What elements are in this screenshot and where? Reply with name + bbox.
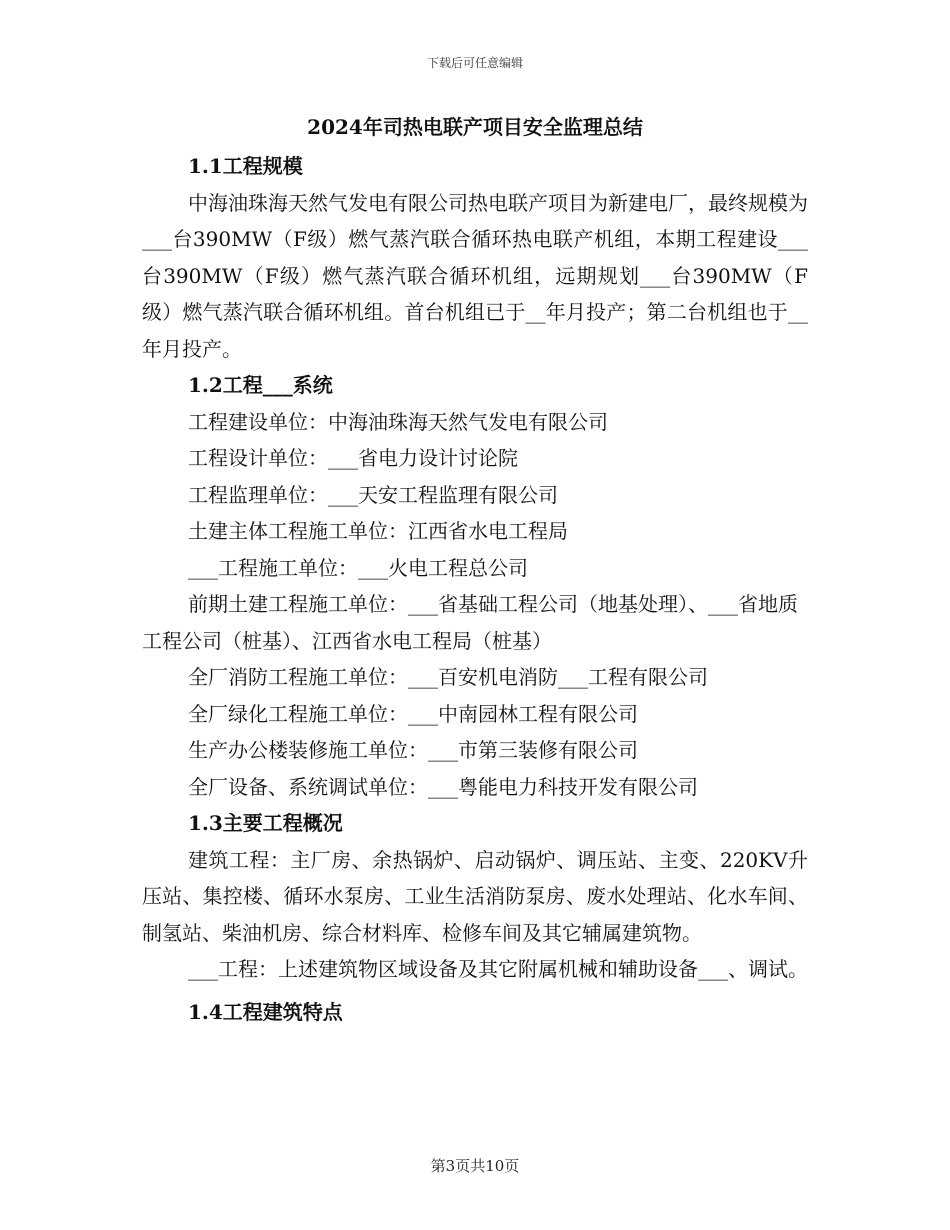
section-1-1-paragraph: 中海油珠海天然气发电有限公司热电联产项目为新建电厂，最终规模为___台390MW（F级）燃气蒸汽联合循环热电联产机组，本期工程建设___台390MW（F级）燃气蒸汽联合循环机组，远期规划___台390MW（F级）燃气蒸汽联合循环机组。首台机组已于__年月投产；第二台机组也于__年月投产。 [142, 190, 808, 361]
list-item: 工程监理单位：___天安工程监理有限公司 [188, 482, 558, 507]
list-item: 工程设计单位：___省电力设计讨论院 [188, 446, 518, 470]
list-item: 前期土建工程施工单位：___省基础工程公司（地基处理）、___省地质工程公司（桩基）、江西省水电工程局（桩基） [142, 592, 798, 653]
section-heading-1-4: 1.4工程建筑特点 [188, 999, 343, 1024]
section-1-3-paragraph-1: 建筑工程：主厂房、余热锅炉、启动锅炉、调压站、主变、220KV升压站、集控楼、循环水泵房、工业生活消防泵房、废水处理站、化水车间、制氢站、柴油机房、综合材料库、检修车间及其它辅属建筑物。 [142, 847, 808, 945]
list-item: 土建主体工程施工单位：江西省水电工程局 [188, 519, 568, 543]
list-item: 全厂绿化工程施工单位：___中南园林工程有限公司 [188, 701, 638, 726]
section-heading-1-1: 1.1工程规模 [188, 154, 303, 178]
document-body [142, 112, 808, 1030]
list-item: 工程建设单位：中海油珠海天然气发电有限公司 [188, 409, 608, 434]
document-title: 2024年司热电联产项目安全监理总结 [307, 115, 643, 139]
header-note: 下载后可任意编辑 [426, 56, 523, 70]
section-heading-1-2: 1.2工程___系统 [188, 373, 333, 397]
list-item: ___工程施工单位：___火电工程总公司 [188, 555, 528, 580]
list-item: 全厂消防工程施工单位：___百安机电消防___工程有限公司 [188, 665, 708, 689]
section-heading-1-3: 1.3主要工程概况 [188, 811, 343, 835]
list-item: 全厂设备、系统调试单位：___粤能电力科技开发有限公司 [188, 774, 698, 799]
page-number-footer: 第3页共10页 [430, 1157, 520, 1175]
list-item: 生产办公楼装修施工单位：___市第三装修有限公司 [188, 738, 638, 762]
section-1-3-paragraph-2: ___工程：上述建筑物区域设备及其它附属机械和辅助设备___、调试。 [188, 957, 808, 981]
